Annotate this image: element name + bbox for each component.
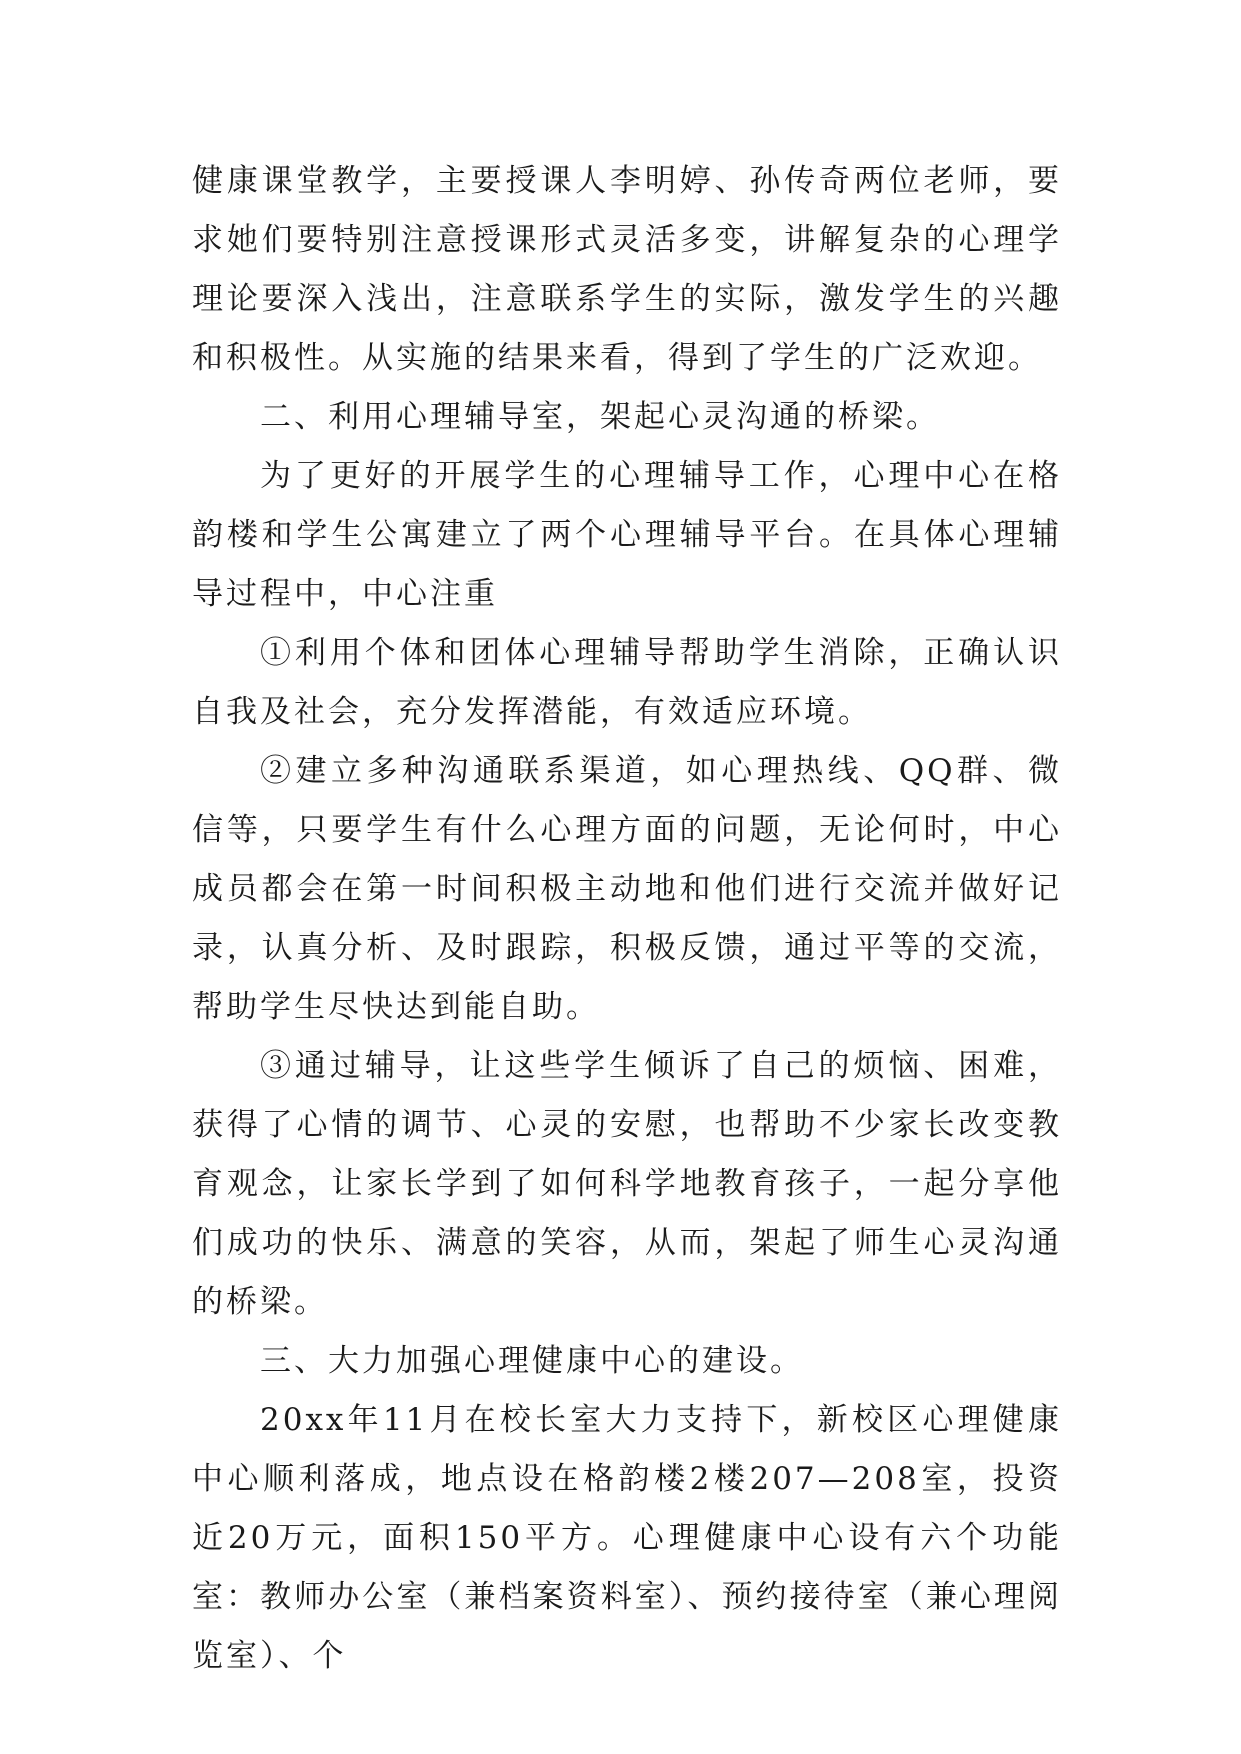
list-item-3: ③通过辅导，让这些学生倾诉了自己的烦恼、困难，获得了心情的调节、心灵的安慰，也帮助不少家长改变教育观念，让家长学到了如何科学地教育孩子，一起分享他们成功的快乐、满意的笑容，从而，架起了师生心灵沟通的桥梁。 [192,1048,1062,1320]
list-item-1: ①利用个体和团体心理辅导帮助学生消除，正确认识自我及社会，充分发挥潜能，有效适应环境。 [192,635,1062,730]
list-item-2: ②建立多种沟通联系渠道，如心理热线、QQ群、微信等，只要学生有什么心理方面的问题，无论何时，中心成员都会在第一时间积极主动地和他们进行交流并做好记录，认真分析、及时跟踪，积极反馈，通过平等的交流，帮助学生尽快达到能自助。 [192,753,1062,1025]
paragraph-3: 为了更好的开展学生的心理辅导工作，心理中心在格韵楼和学生公寓建立了两个心理辅导平台。在具体心理辅导过程中，中心注重 [192,458,1062,612]
paragraph-1: 健康课堂教学，主要授课人李明婷、孙传奇两位老师，要求她们要特别注意授课形式灵活多变，讲解复杂的心理学理论要深入浅出，注意联系学生的实际，激发学生的兴趣和积极性。从实施的结果来看，得到了学生的广泛欢迎。 [192,163,1062,376]
document-body [192,152,1062,1686]
section-heading-3: 三、大力加强心理健康中心的建设。 [260,1343,804,1379]
section-heading-2: 二、利用心理辅导室，架起心灵沟通的桥梁。 [260,399,940,435]
paragraph-8: 20xx年11月在校长室大力支持下，新校区心理健康中心顺利落成，地点设在格韵楼2楼207—208室，投资近20万元，面积150平方。心理健康中心设有六个功能室：教师办公室（兼档案资料室）、预约接待室（兼心理阅览室）、个 [192,1402,1062,1674]
